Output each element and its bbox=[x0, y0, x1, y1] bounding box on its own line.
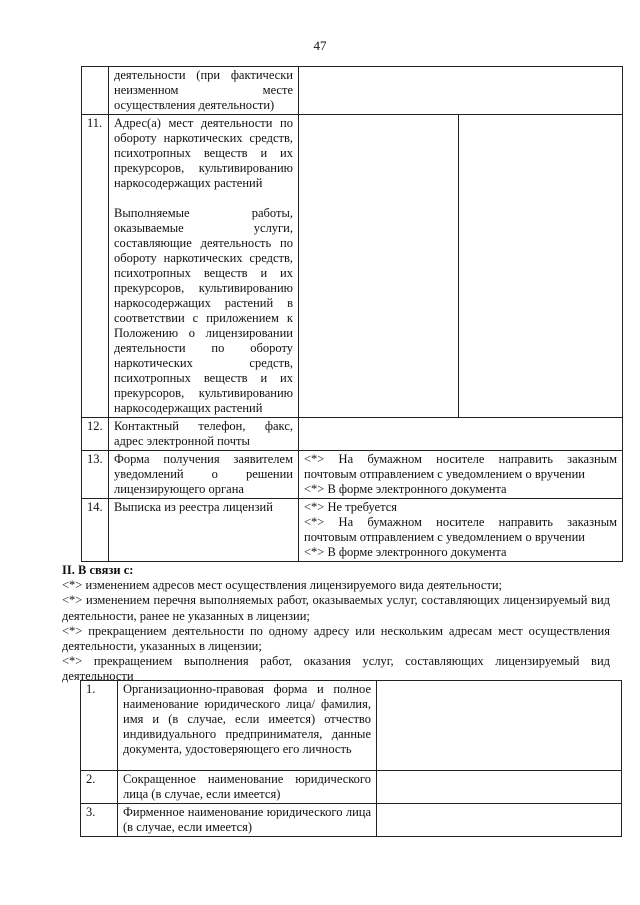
field-label: Сокращенное наименование юридического лица (в случае, если имеется) bbox=[118, 771, 377, 804]
row-number: 12. bbox=[82, 418, 109, 451]
row-number: 2. bbox=[81, 771, 118, 804]
field-value-cell[interactable] bbox=[377, 771, 622, 804]
section-heading: II. В связи с: bbox=[62, 563, 134, 577]
field-value-cell[interactable] bbox=[377, 681, 622, 771]
table-row bbox=[81, 804, 622, 837]
works-value-cell[interactable] bbox=[459, 115, 623, 418]
field-value-cell[interactable] bbox=[377, 804, 622, 837]
reason-item[interactable]: <*> изменением адресов мест осуществления лицензируемого вида деятельности; bbox=[62, 578, 503, 593]
table-row bbox=[82, 115, 623, 418]
option-electronic[interactable]: <*> В форме электронного документа bbox=[304, 545, 507, 559]
reason-item[interactable]: <*> изменением перечня выполняемых работ, оказываемых услуг, составляющих лицензируемый вид деятельности, ранее не указанных в лицензии; bbox=[62, 593, 610, 623]
option-list-cell bbox=[299, 499, 623, 562]
reason-item[interactable]: <*> прекращением деятельности по одному адресу или нескольким адресам мест осуществления деятельности, указанных в лицензии; bbox=[62, 623, 610, 654]
field-value-cell[interactable] bbox=[299, 67, 623, 115]
field-label: Адрес(а) мест деятельности по обороту наркотических средств, психотропных веществ и их прекурсоров, культивированию наркосодержащих растений bbox=[114, 116, 293, 190]
field-value-cell[interactable] bbox=[299, 418, 623, 451]
section-ii bbox=[62, 563, 610, 685]
table-row bbox=[82, 67, 623, 115]
applicant-info-table bbox=[80, 680, 622, 837]
field-label: Организационно-правовая форма и полное наименование юридического лица/ фамилия, имя и (в случае, если имеется) отчество индивидуального предпринимателя, данные документа, удостоверяющего его личность bbox=[118, 681, 377, 771]
table-row bbox=[82, 499, 623, 562]
option-paper-mail[interactable]: <*> На бумажном носителе направить заказным почтовым отправлением с уведомлением о вручении bbox=[304, 452, 617, 481]
row-number: 11. bbox=[82, 115, 109, 418]
row-number-cell bbox=[82, 67, 109, 115]
address-value-cell[interactable] bbox=[299, 115, 459, 418]
field-label: Фирменное наименование юридического лица (в случае, если имеется) bbox=[118, 804, 377, 837]
row-number: 3. bbox=[81, 804, 118, 837]
field-label: Выписка из реестра лицензий bbox=[109, 499, 299, 562]
option-list-cell bbox=[299, 451, 623, 499]
row-number: 14. bbox=[82, 499, 109, 562]
field-label: Форма получения заявителем уведомлений о решении лицензирующего органа bbox=[109, 451, 299, 499]
table-row bbox=[82, 418, 623, 451]
field-label: деятельности (при фактически неизменном месте осуществления деятельности) bbox=[109, 67, 299, 115]
table-row bbox=[82, 451, 623, 499]
field-label: Выполняемые работы, оказываемые услуги, составляющие деятельность по обороту наркотических средств, психотропных веществ и их прекурсоров, культивированию наркосодержащих растений в соответствии с приложением к Положению о лицензировании деятельности по обороту наркотических средств, психотропных веществ и их прекурсоров, культивированию наркосодержащих растений bbox=[114, 206, 293, 415]
license-form-table bbox=[81, 66, 623, 562]
row-number: 1. bbox=[81, 681, 118, 771]
row-number: 13. bbox=[82, 451, 109, 499]
option-electronic[interactable]: <*> В форме электронного документа bbox=[304, 482, 507, 496]
field-label-cell bbox=[109, 115, 299, 418]
reason-item[interactable]: <*> прекращением выполнения работ, оказания услуг, составляющих лицензируемый вид деятельности bbox=[62, 654, 610, 684]
option-not-required[interactable]: <*> Не требуется bbox=[304, 500, 398, 514]
option-paper-mail[interactable]: <*> На бумажном носителе направить заказным почтовым отправлением с уведомлением о вручении bbox=[304, 515, 617, 544]
table-row bbox=[81, 681, 622, 771]
field-label: Контактный телефон, факс, адрес электронной почты bbox=[109, 418, 299, 451]
page-number: 47 bbox=[313, 38, 327, 53]
table-row bbox=[81, 771, 622, 804]
